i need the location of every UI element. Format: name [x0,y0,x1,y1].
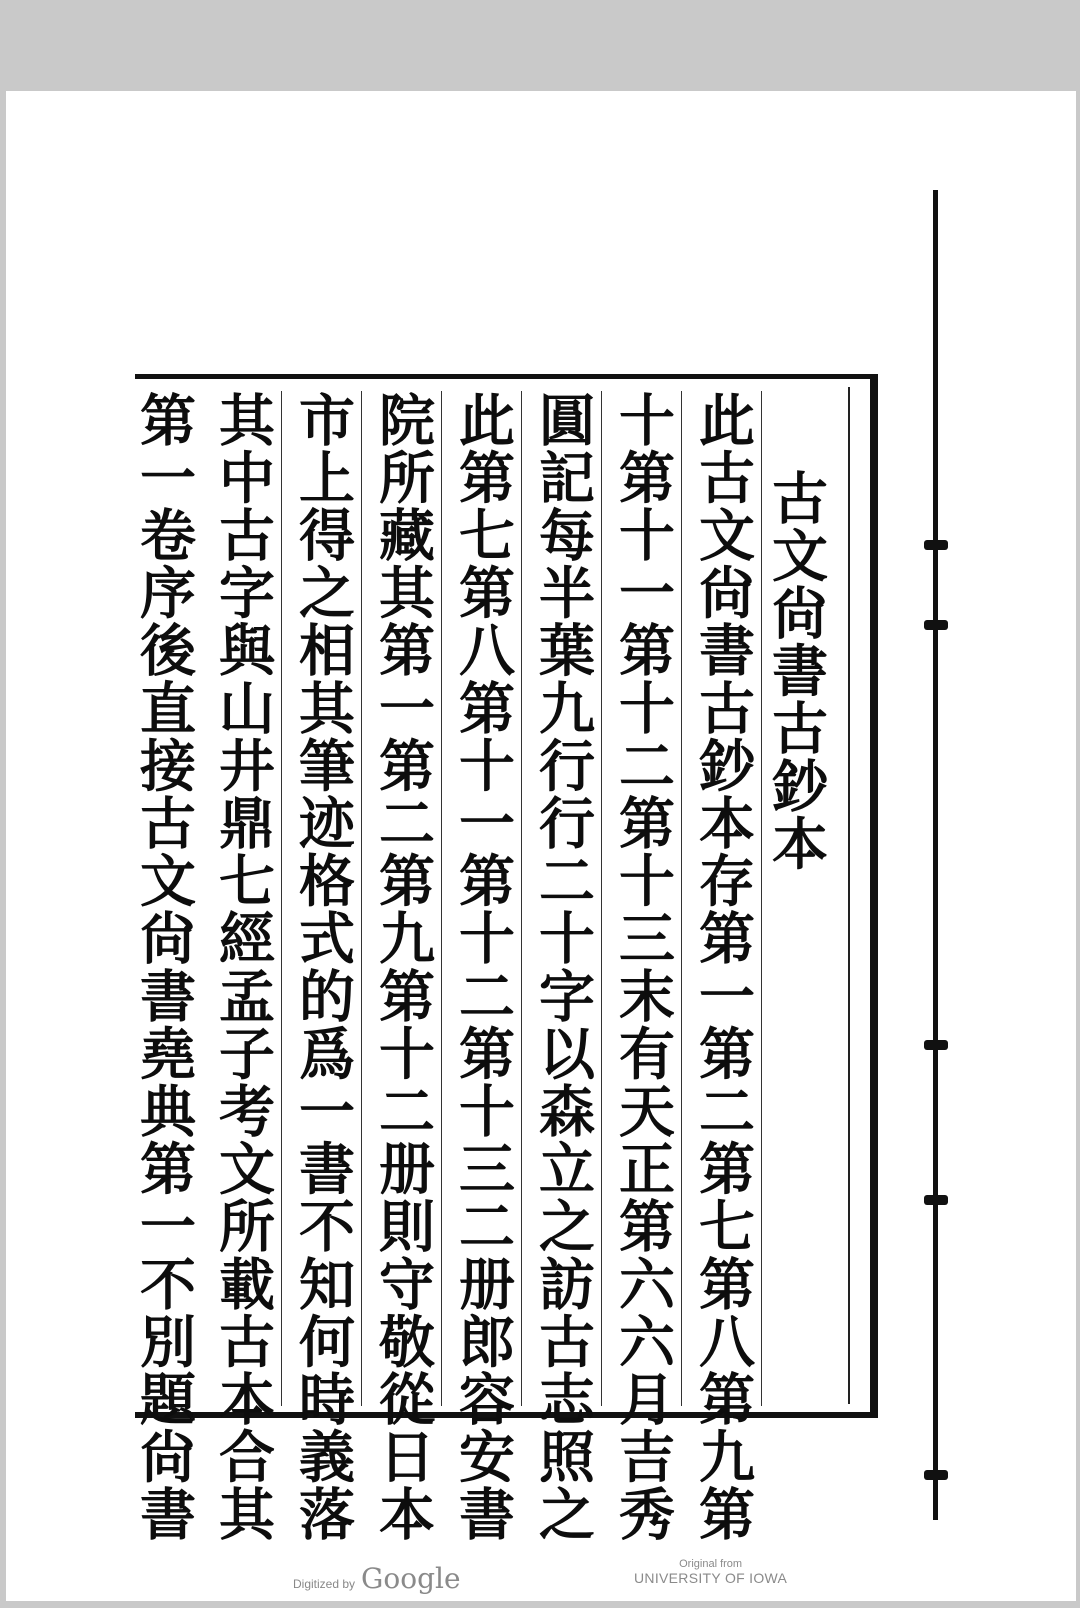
column-text: 市上得之相其筆迹格式的爲一書不知何時義落 [290,391,356,1543]
column-text: 圓記每半葉九行行二十字以森立之訪古志照之 [530,391,596,1543]
original-from [634,1558,787,1586]
text-column-3 [525,391,602,1543]
text-column-6 [285,391,362,1543]
binding-knot [924,1195,948,1205]
text-column-7 [205,391,282,1543]
binding-cord [933,190,938,1520]
text-column-1 [685,391,762,1543]
binding-knot [924,1040,948,1050]
title-column [758,469,834,1484]
column-text: 此第七第八第十一第十二第十三二册郎容安書 [450,391,516,1543]
digitized-by-label: Digitized by [293,1577,356,1591]
page-title: 古文尙書古鈔本 [763,469,829,873]
column-text: 第一卷序後直接古文尙書堯典第一不別題尙書 [131,391,197,1543]
original-from-label: Original from [679,1558,743,1570]
google-logo: Google [361,1562,461,1595]
book-page [6,91,1076,1601]
column-text: 十第十一第十二第十三末有天正第六六月吉秀 [610,391,676,1543]
text-frame [131,374,878,1543]
text-column-5 [365,391,442,1543]
text-column-8 [126,391,202,1543]
text-column-4 [445,391,522,1543]
institution-name: UNIVERSITY OF IOWA [634,1570,788,1586]
binding-knot [924,620,948,630]
binding-knot [924,540,948,550]
column-text: 院所藏其第一第二第九第十二册則守敬從日本 [370,391,436,1543]
digitized-by-google [293,1562,461,1595]
frame-inner-rule [848,387,850,1404]
binding-knot [924,1470,948,1480]
column-text: 此古文尙書古鈔本存第一第二第七第八第九第 [690,391,756,1543]
text-column-2 [605,391,682,1543]
column-text: 其中古字與山井鼎七經孟子考文所載古本合其 [210,391,276,1543]
